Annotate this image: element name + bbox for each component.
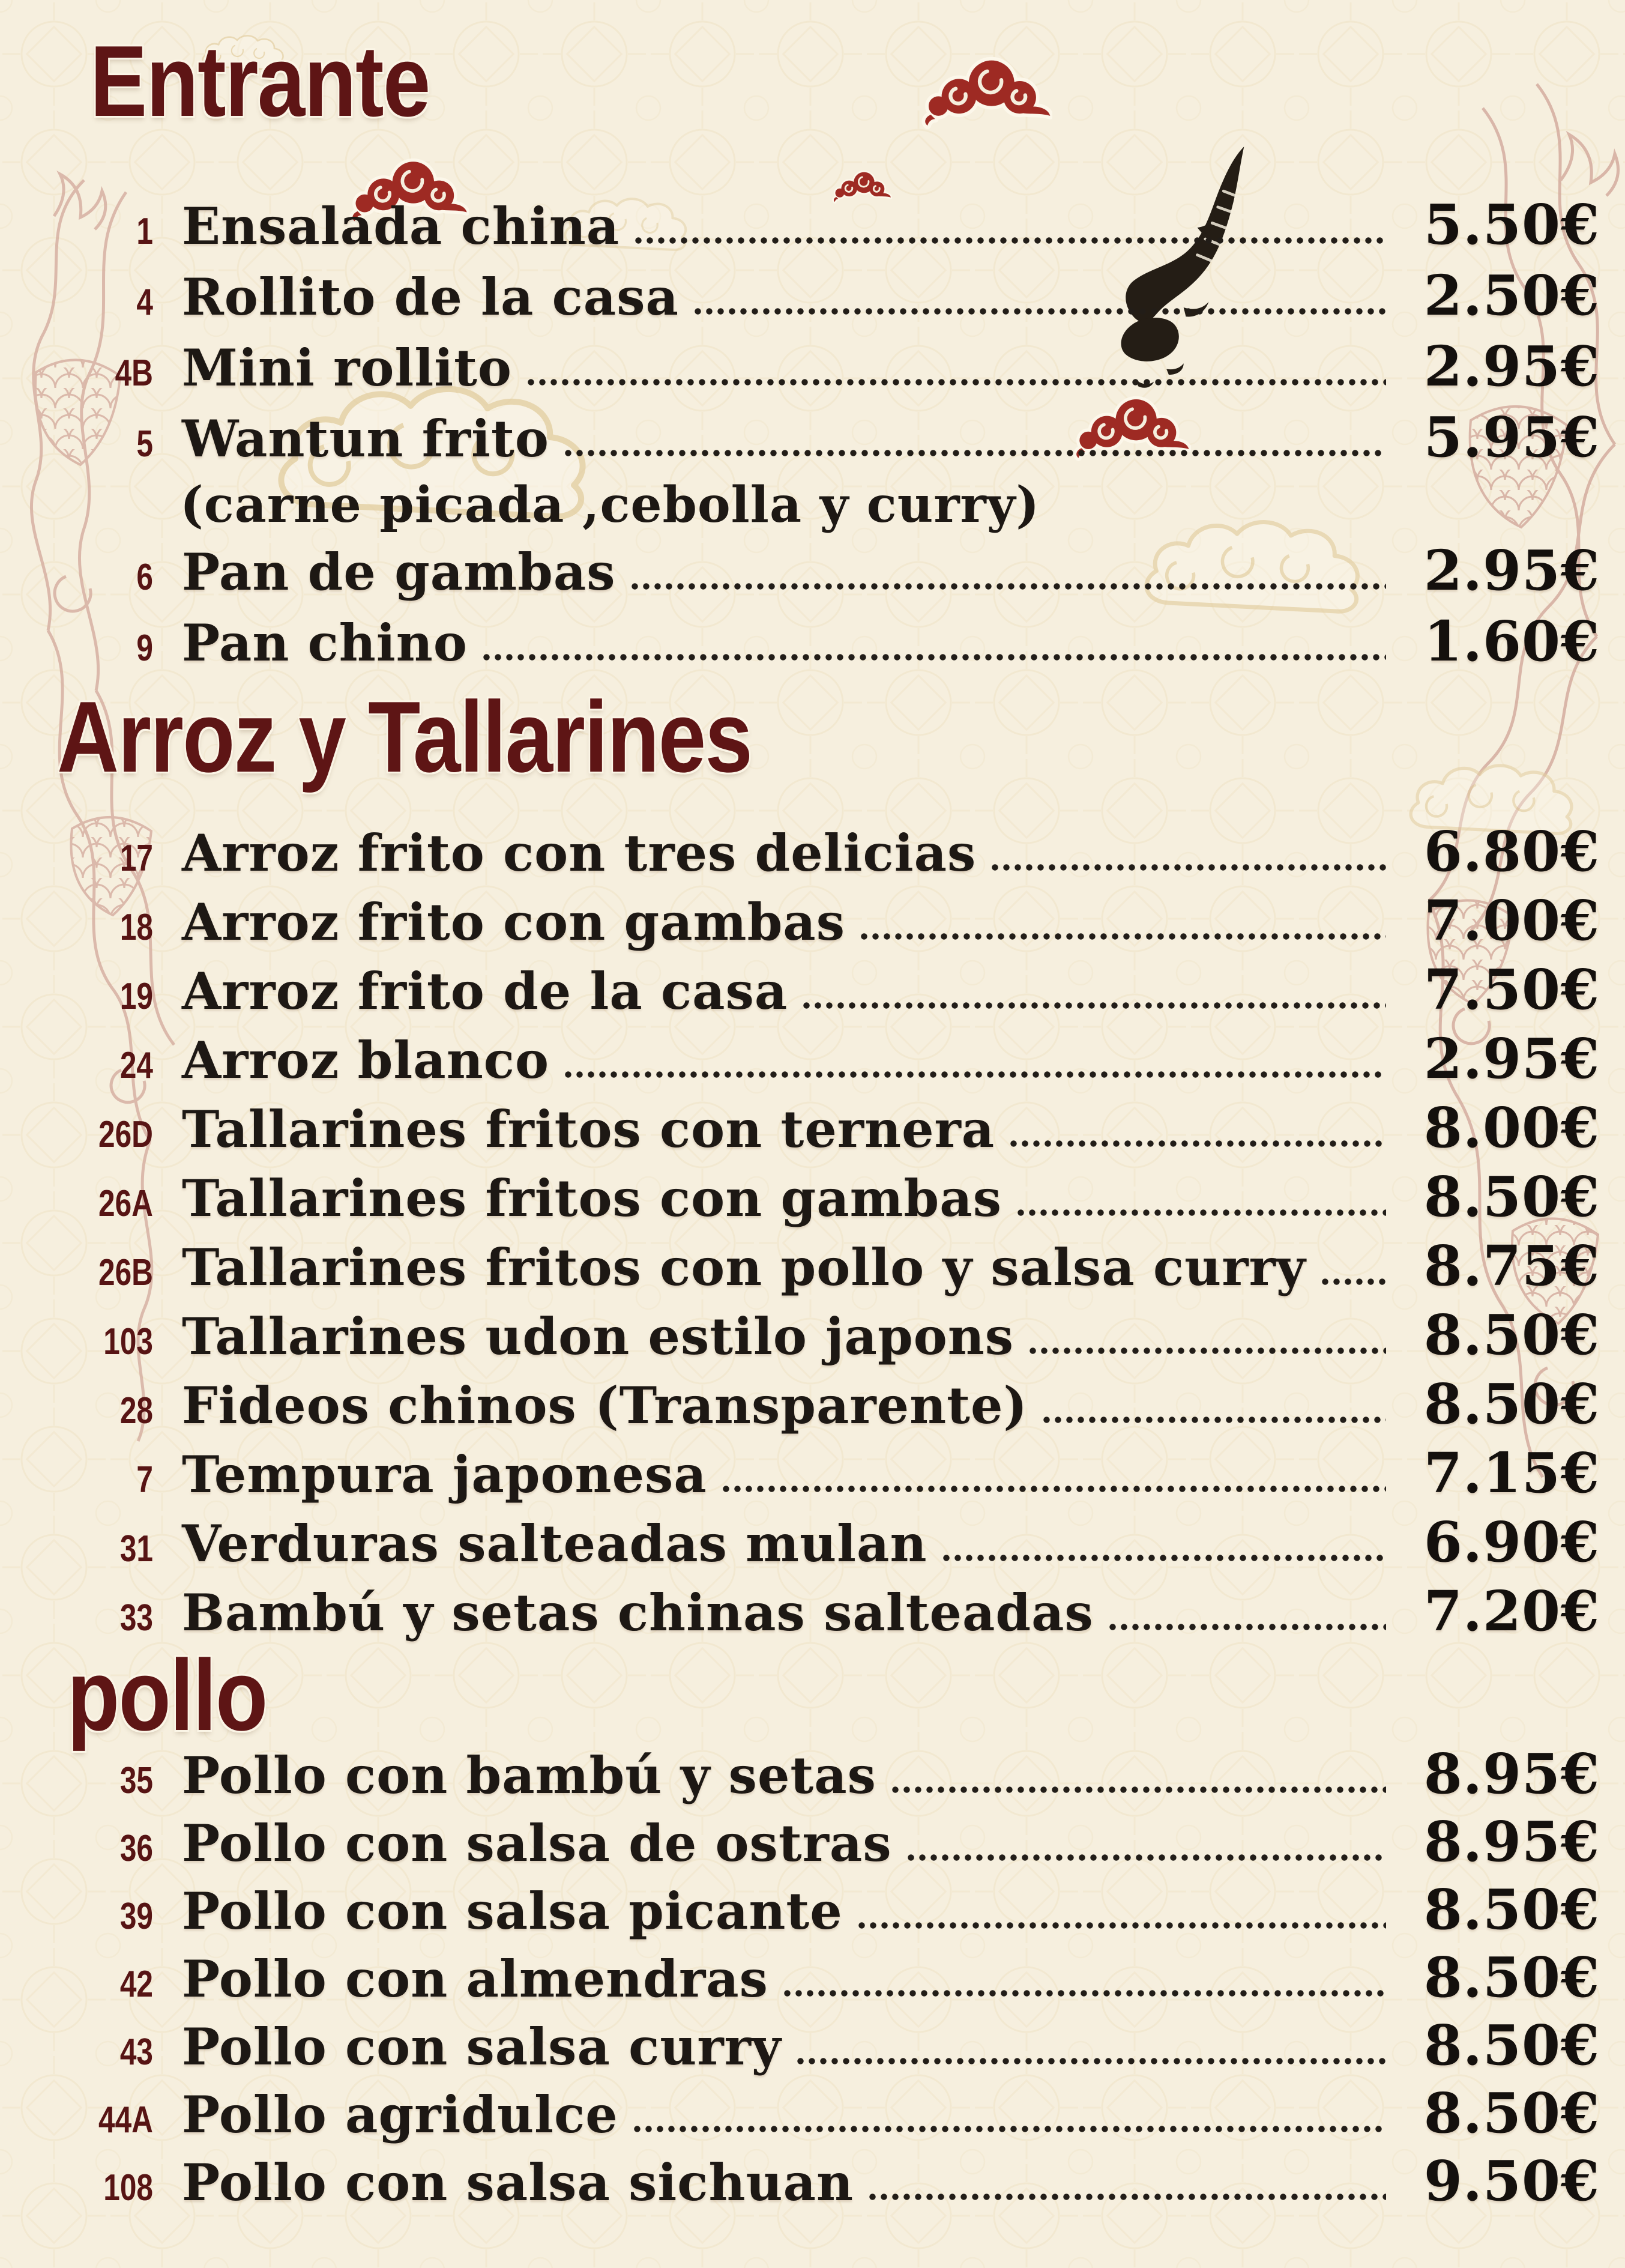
item-price: 2.50€ bbox=[1423, 263, 1600, 328]
item-name: Rollito de la casa bbox=[182, 267, 679, 327]
item-name: Pollo con salsa curry bbox=[182, 2017, 782, 2076]
menu-item-row bbox=[60, 1802, 1600, 1874]
item-number: 26B bbox=[98, 1252, 153, 1293]
menu-item-row bbox=[60, 2006, 1600, 2078]
menu-item-row bbox=[60, 256, 1600, 327]
item-number: 19 bbox=[119, 976, 153, 1017]
item-price: 8.50€ bbox=[1423, 2013, 1600, 2078]
dotted-leader bbox=[858, 933, 1386, 940]
item-number: 4B bbox=[115, 352, 153, 394]
item-price: 8.50€ bbox=[1423, 1371, 1600, 1436]
item-name: Bambú y setas chinas salteadas bbox=[182, 1583, 1094, 1642]
item-number: 43 bbox=[119, 2031, 153, 2073]
menu-item-row bbox=[60, 812, 1600, 884]
item-name: Tempura japonesa bbox=[182, 1445, 707, 1504]
item-number: 44A bbox=[98, 2099, 153, 2141]
item-number: 108 bbox=[103, 2167, 153, 2209]
section-arroz-items bbox=[60, 812, 1600, 1644]
item-name: Wantun frito bbox=[182, 409, 549, 468]
item-number: 18 bbox=[119, 907, 153, 948]
menu-item-row bbox=[60, 1088, 1600, 1160]
item-price: 5.95€ bbox=[1423, 405, 1600, 470]
dotted-leader bbox=[1319, 1278, 1386, 1285]
item-name: Arroz frito con gambas bbox=[182, 892, 846, 952]
item-price: 8.95€ bbox=[1423, 1741, 1600, 1806]
dotted-leader bbox=[692, 308, 1386, 315]
item-price: 7.50€ bbox=[1423, 957, 1600, 1022]
item-name: Pan chino bbox=[182, 613, 468, 673]
dotted-leader bbox=[1015, 1209, 1386, 1216]
item-name: Arroz blanco bbox=[182, 1030, 549, 1090]
dotted-leader bbox=[867, 2194, 1386, 2200]
dotted-leader bbox=[989, 864, 1386, 871]
item-name: Pollo con bambú y setas bbox=[182, 1746, 876, 1805]
item-name: Pollo agridulce bbox=[182, 2085, 618, 2144]
item-name: Tallarines udon estilo japons bbox=[182, 1307, 1014, 1366]
dotted-leader bbox=[1107, 1624, 1386, 1630]
item-price: 8.50€ bbox=[1423, 1302, 1600, 1367]
item-price: 1.60€ bbox=[1423, 609, 1600, 674]
section-title-entrante: Entrante bbox=[90, 25, 430, 138]
menu-item-row bbox=[60, 327, 1600, 398]
item-number: 36 bbox=[119, 1828, 153, 1869]
item-name: Pollo con salsa sichuan bbox=[182, 2153, 854, 2212]
item-price: 8.75€ bbox=[1423, 1233, 1600, 1298]
menu-item-row bbox=[60, 1019, 1600, 1091]
item-price: 6.90€ bbox=[1423, 1510, 1600, 1574]
dotted-leader bbox=[525, 379, 1386, 386]
section-title-arroz-y-tallarines: Arroz y Tallarines bbox=[57, 680, 752, 793]
item-price: 7.00€ bbox=[1423, 888, 1600, 953]
item-name: Pollo con salsa de ostras bbox=[182, 1813, 892, 1873]
item-number: 26A bbox=[98, 1183, 153, 1224]
item-name: Pollo con almendras bbox=[182, 1949, 768, 2009]
dotted-leader bbox=[795, 2058, 1386, 2064]
dotted-leader bbox=[562, 1071, 1386, 1078]
item-number: 35 bbox=[119, 1760, 153, 1801]
menu-item-row bbox=[60, 1870, 1600, 1942]
menu-item-row bbox=[60, 1295, 1600, 1367]
item-number: 1 bbox=[136, 211, 153, 252]
dotted-leader bbox=[629, 583, 1386, 590]
dotted-leader bbox=[782, 1990, 1386, 1997]
item-description-row bbox=[60, 468, 1600, 534]
menu-item-row bbox=[60, 881, 1600, 953]
item-price: 5.50€ bbox=[1423, 192, 1600, 257]
item-number: 31 bbox=[119, 1528, 153, 1570]
item-number: 7 bbox=[136, 1459, 153, 1501]
item-name: Tallarines fritos con pollo y salsa curry bbox=[182, 1238, 1306, 1297]
section-pollo-items bbox=[60, 1734, 1600, 2213]
menu-item-row bbox=[60, 1734, 1600, 1806]
dotted-leader bbox=[632, 2126, 1386, 2132]
item-name: Arroz frito de la casa bbox=[182, 961, 788, 1021]
menu-item-row bbox=[60, 950, 1600, 1022]
menu-item-row bbox=[60, 1433, 1600, 1505]
dotted-leader bbox=[856, 1922, 1386, 1929]
item-price: 7.15€ bbox=[1423, 1441, 1600, 1505]
dotted-leader bbox=[801, 1002, 1386, 1009]
item-name: Ensalada china bbox=[182, 196, 620, 256]
section-entrante-items bbox=[60, 185, 1600, 673]
item-price: 8.50€ bbox=[1423, 1877, 1600, 1942]
item-price: 8.50€ bbox=[1423, 1164, 1600, 1229]
dotted-leader bbox=[890, 1786, 1386, 1793]
dotted-leader bbox=[941, 1555, 1386, 1561]
item-price: 2.95€ bbox=[1423, 334, 1600, 399]
item-price: 2.95€ bbox=[1423, 538, 1600, 603]
item-name: Pan de gambas bbox=[182, 542, 616, 602]
menu-item-row bbox=[60, 1502, 1600, 1574]
menu-item-row bbox=[60, 1938, 1600, 2010]
dotted-leader bbox=[562, 450, 1386, 456]
item-number: 24 bbox=[119, 1045, 153, 1086]
item-number: 103 bbox=[103, 1321, 153, 1362]
menu-item-row bbox=[60, 602, 1600, 673]
item-description: (carne picada ,cebolla y curry) bbox=[180, 476, 1040, 534]
item-name: Pollo con salsa picante bbox=[182, 1881, 843, 1941]
item-price: 6.80€ bbox=[1423, 819, 1600, 884]
item-number: 33 bbox=[119, 1597, 153, 1639]
item-price: 8.50€ bbox=[1423, 2081, 1600, 2146]
dotted-leader bbox=[1041, 1417, 1386, 1423]
item-name: Tallarines fritos con ternera bbox=[182, 1099, 995, 1159]
item-number: 26D bbox=[98, 1114, 153, 1155]
section-title-pollo: pollo bbox=[67, 1639, 267, 1752]
item-price: 2.95€ bbox=[1423, 1026, 1600, 1091]
item-number: 28 bbox=[119, 1390, 153, 1432]
item-number: 9 bbox=[136, 627, 153, 669]
item-number: 6 bbox=[136, 557, 153, 598]
item-name: Arroz frito con tres delicias bbox=[182, 823, 977, 883]
menu-item-row bbox=[60, 185, 1600, 256]
item-name: Tallarines fritos con gambas bbox=[182, 1169, 1002, 1228]
item-price: 8.95€ bbox=[1423, 1809, 1600, 1874]
item-name: Mini rollito bbox=[182, 338, 512, 398]
item-number: 39 bbox=[119, 1896, 153, 1937]
item-number: 17 bbox=[119, 838, 153, 879]
menu-item-row bbox=[60, 1157, 1600, 1229]
dotted-leader bbox=[1008, 1140, 1386, 1147]
item-price: 7.20€ bbox=[1423, 1579, 1600, 1644]
menu-item-row bbox=[60, 531, 1600, 602]
menu-item-row bbox=[60, 2073, 1600, 2146]
item-number: 5 bbox=[136, 423, 153, 465]
item-number: 42 bbox=[119, 1964, 153, 2005]
menu-item-row bbox=[60, 1364, 1600, 1436]
menu-item-row bbox=[60, 1571, 1600, 1644]
dotted-leader bbox=[720, 1486, 1386, 1492]
item-price: 9.50€ bbox=[1423, 2149, 1600, 2213]
dotted-leader bbox=[633, 237, 1386, 244]
dotted-leader bbox=[481, 654, 1386, 661]
item-price: 8.00€ bbox=[1423, 1095, 1600, 1160]
menu-item-row bbox=[60, 398, 1600, 468]
menu-item-row bbox=[60, 1226, 1600, 1298]
item-name: Fideos chinos (Transparente) bbox=[182, 1376, 1028, 1435]
item-name: Verduras salteadas mulan bbox=[182, 1514, 927, 1573]
dotted-leader bbox=[905, 1854, 1386, 1861]
dotted-leader bbox=[1027, 1347, 1386, 1354]
item-price: 8.50€ bbox=[1423, 1945, 1600, 2010]
item-number: 4 bbox=[136, 282, 153, 323]
menu-item-row bbox=[60, 2141, 1600, 2213]
